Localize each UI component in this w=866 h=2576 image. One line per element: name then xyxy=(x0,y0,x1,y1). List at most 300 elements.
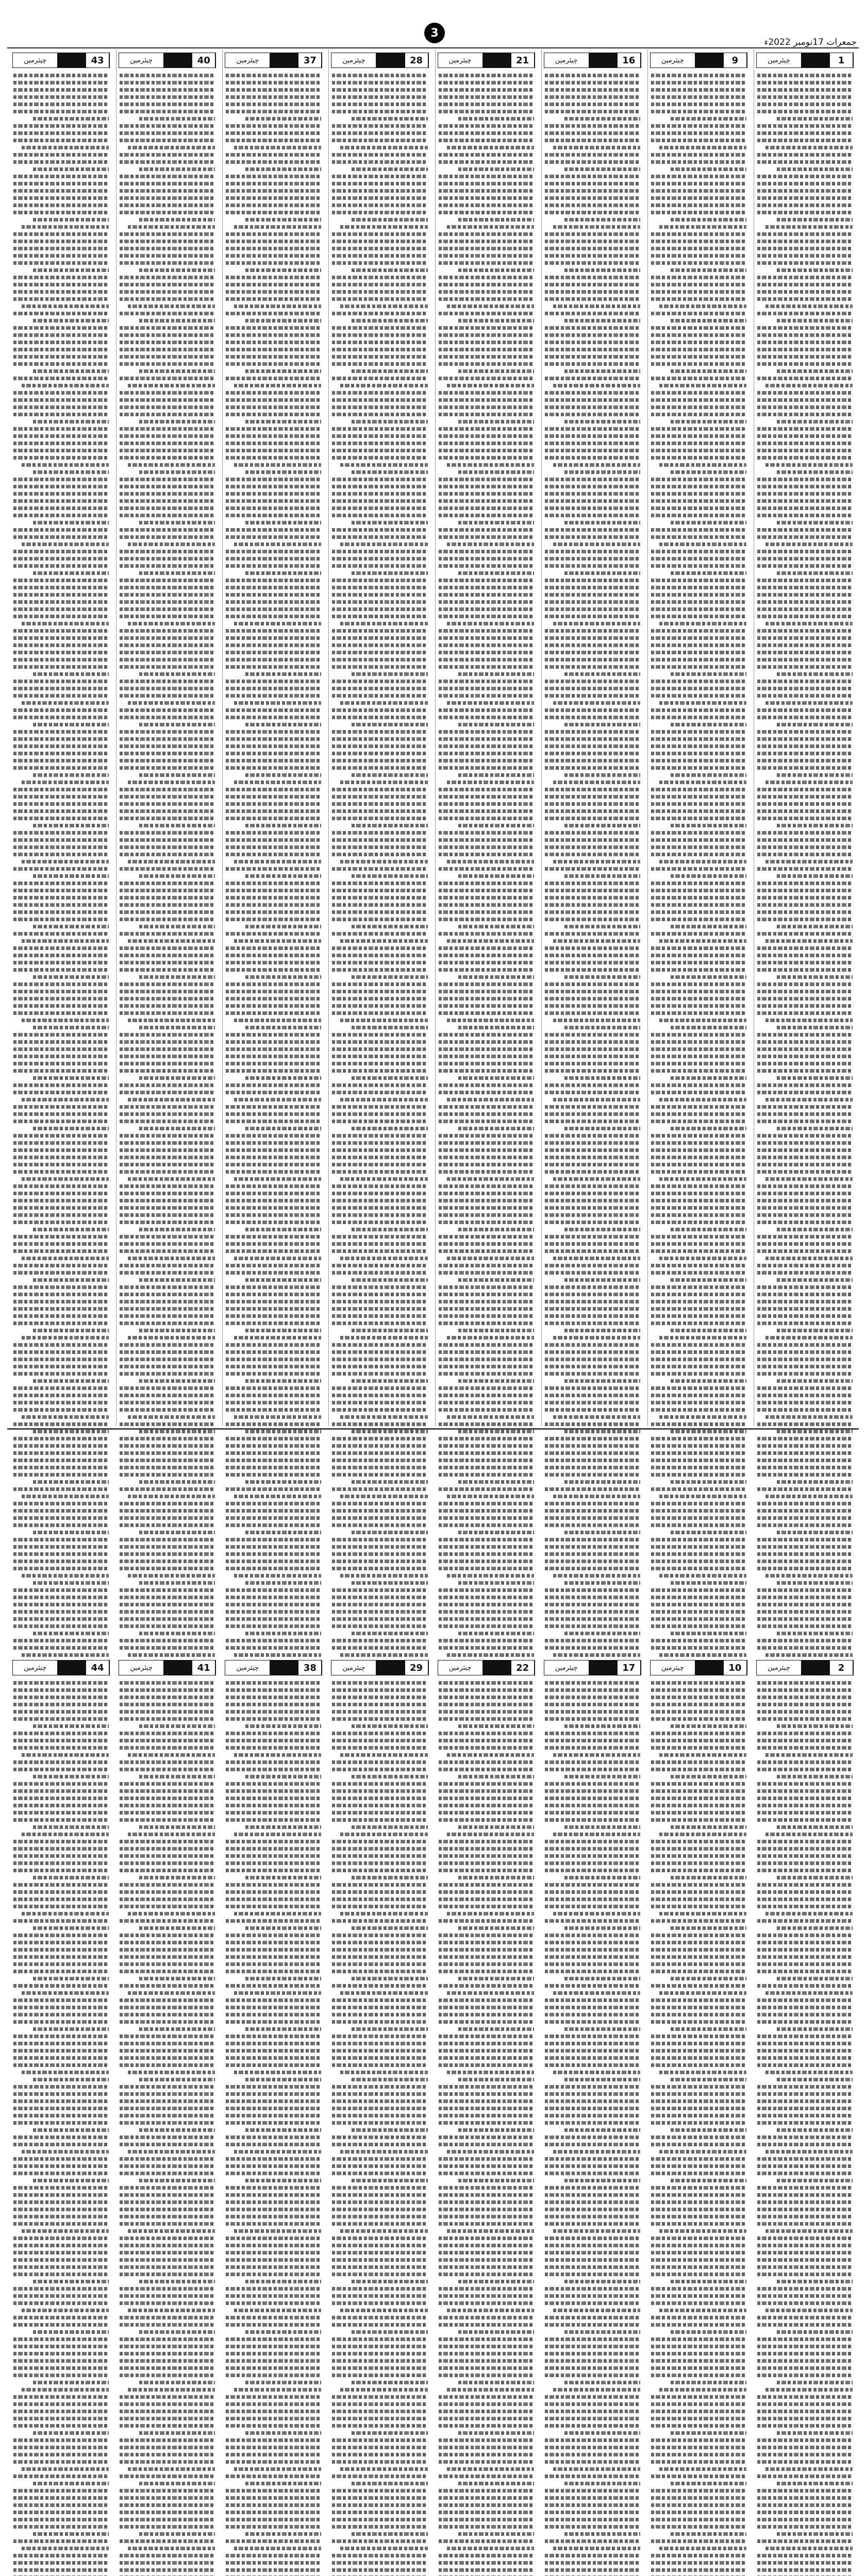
text-line xyxy=(777,773,853,777)
text-line xyxy=(545,918,640,921)
text-line xyxy=(651,1040,746,1044)
text-line xyxy=(757,845,853,849)
text-line xyxy=(545,1861,640,1865)
text-line xyxy=(757,1141,853,1145)
text-line xyxy=(439,2222,534,2226)
text-line xyxy=(757,1811,853,1815)
text-line xyxy=(545,1703,640,1706)
text-line xyxy=(757,579,853,582)
text-line xyxy=(651,88,746,92)
text-line xyxy=(439,1696,534,1699)
text-line xyxy=(553,1415,640,1419)
text-line xyxy=(439,694,534,698)
text-line xyxy=(651,1732,746,1735)
text-line xyxy=(545,1350,640,1354)
text-line xyxy=(757,2222,853,2226)
header-bar xyxy=(589,53,618,67)
text-line xyxy=(651,1739,746,1742)
text-line xyxy=(545,110,640,113)
text-line xyxy=(545,1811,640,1815)
text-line xyxy=(545,961,640,964)
text-line xyxy=(545,607,640,611)
text-line xyxy=(439,1112,534,1116)
text-line xyxy=(651,1394,746,1397)
text-line xyxy=(439,1941,534,1944)
text-line xyxy=(765,304,853,308)
text-line xyxy=(757,586,853,589)
text-line xyxy=(439,636,534,640)
text-line xyxy=(545,636,640,640)
text-line xyxy=(757,2438,853,2442)
text-line xyxy=(671,1632,746,1635)
text-line xyxy=(458,2330,534,2334)
text-line xyxy=(757,485,853,488)
text-line xyxy=(458,2078,534,2081)
text-line xyxy=(458,1724,534,1728)
text-line xyxy=(651,1905,746,1908)
text-line xyxy=(659,463,746,467)
text-line xyxy=(545,2511,640,2514)
text-line xyxy=(757,1134,853,1138)
text-line xyxy=(651,1617,746,1621)
text-line xyxy=(757,1948,853,1952)
text-line xyxy=(651,766,746,770)
text-line xyxy=(757,153,853,157)
text-line xyxy=(757,831,853,835)
text-line xyxy=(671,1581,746,1585)
text-line xyxy=(545,665,640,669)
text-line xyxy=(659,939,746,943)
text-line xyxy=(545,1170,640,1174)
text-line xyxy=(651,1948,746,1952)
text-line xyxy=(651,362,746,366)
text-line xyxy=(439,853,534,856)
text-line xyxy=(757,687,853,690)
text-line xyxy=(545,326,640,330)
text-line xyxy=(659,2547,746,2550)
text-line xyxy=(545,2085,640,2089)
text-line xyxy=(439,1300,534,1303)
text-line xyxy=(545,687,640,690)
text-line xyxy=(757,1782,853,1786)
text-line xyxy=(651,2316,746,2319)
text-line xyxy=(545,1962,640,1966)
notice-body-text xyxy=(438,1677,535,2576)
text-line xyxy=(564,723,640,726)
text-line xyxy=(757,997,853,1001)
text-line xyxy=(651,882,746,885)
text-line xyxy=(671,1430,746,1433)
text-line xyxy=(671,117,746,121)
text-line xyxy=(651,1141,746,1145)
text-line xyxy=(651,795,746,799)
text-line xyxy=(545,550,640,553)
text-line xyxy=(439,485,534,488)
text-line xyxy=(545,1437,640,1440)
text-line xyxy=(439,297,534,301)
text-line xyxy=(545,341,640,344)
text-line xyxy=(545,95,640,99)
text-line xyxy=(765,701,853,705)
text-line xyxy=(439,1221,534,1224)
text-line xyxy=(545,629,640,633)
text-line xyxy=(757,95,853,99)
text-line xyxy=(671,1531,746,1534)
text-line xyxy=(651,982,746,986)
notice-number: 16 xyxy=(618,53,641,67)
text-line xyxy=(651,528,746,532)
text-line xyxy=(545,283,640,286)
text-line xyxy=(757,2337,853,2341)
text-line xyxy=(439,1386,534,1390)
text-line xyxy=(757,629,853,633)
text-line xyxy=(757,1717,853,1721)
text-line xyxy=(777,1379,853,1383)
text-line xyxy=(545,2294,640,2298)
text-line xyxy=(757,1955,853,1959)
text-line xyxy=(545,196,640,200)
text-line xyxy=(439,795,534,799)
text-line xyxy=(651,2222,746,2226)
text-line xyxy=(545,1199,640,1202)
text-line xyxy=(651,737,746,741)
text-line xyxy=(439,882,534,885)
text-line xyxy=(439,1285,534,1289)
text-line xyxy=(439,1610,534,1614)
text-line xyxy=(439,1401,534,1404)
text-line xyxy=(757,2424,853,2428)
text-line xyxy=(757,2323,853,2327)
text-line xyxy=(651,2402,746,2406)
text-line xyxy=(447,463,534,467)
text-line xyxy=(757,377,853,380)
text-line xyxy=(757,449,853,452)
text-line xyxy=(651,124,746,128)
text-line xyxy=(651,1523,746,1527)
text-line xyxy=(545,2193,640,2197)
text-line xyxy=(651,2063,746,2067)
text-line xyxy=(651,254,746,258)
text-line xyxy=(651,189,746,193)
text-line xyxy=(439,398,534,402)
text-line xyxy=(777,319,853,323)
text-line xyxy=(545,1264,640,1267)
text-line xyxy=(651,1213,746,1217)
text-line xyxy=(757,1343,853,1347)
text-line xyxy=(545,651,640,654)
text-line xyxy=(757,103,853,106)
notice-body-text xyxy=(756,1677,854,2576)
text-line xyxy=(564,672,640,676)
text-line xyxy=(757,1466,853,1469)
text-line xyxy=(545,2006,640,2009)
text-line xyxy=(765,225,853,229)
text-line xyxy=(439,139,534,142)
notice-header xyxy=(438,1660,535,1675)
text-line xyxy=(765,2388,853,2392)
text-line xyxy=(545,405,640,409)
text-line xyxy=(439,2251,534,2255)
text-line xyxy=(439,2164,534,2168)
text-line xyxy=(651,607,746,611)
text-line xyxy=(651,1055,746,1058)
text-line xyxy=(545,1710,640,1714)
text-line xyxy=(757,290,853,294)
text-line xyxy=(757,990,853,993)
text-line xyxy=(447,1177,534,1181)
text-line xyxy=(545,2236,640,2240)
text-line xyxy=(458,672,534,676)
text-line xyxy=(671,2482,746,2485)
text-line xyxy=(757,1055,853,1058)
text-line xyxy=(757,434,853,438)
text-line xyxy=(757,1934,853,1937)
text-line xyxy=(757,1112,853,1116)
text-line xyxy=(439,2323,534,2327)
text-line xyxy=(458,420,534,423)
text-line xyxy=(439,1170,534,1174)
text-line xyxy=(439,175,534,178)
text-line xyxy=(651,1890,746,1894)
text-line xyxy=(458,1278,534,1282)
text-line xyxy=(757,1401,853,1404)
text-line xyxy=(564,2179,640,2182)
text-line xyxy=(757,2056,853,2060)
text-line xyxy=(439,456,534,460)
text-line xyxy=(757,211,853,214)
text-line xyxy=(447,1574,534,1578)
text-line xyxy=(545,1739,640,1742)
text-line xyxy=(439,514,534,517)
text-line xyxy=(439,528,534,532)
text-line xyxy=(651,1148,746,1152)
text-line xyxy=(757,946,853,950)
text-line xyxy=(651,2561,746,2565)
text-line xyxy=(651,232,746,236)
text-line xyxy=(659,2309,746,2312)
text-line xyxy=(545,795,640,799)
text-line xyxy=(757,1408,853,1412)
text-line xyxy=(439,1069,534,1073)
text-line xyxy=(777,874,853,878)
text-line xyxy=(545,600,640,604)
text-line xyxy=(651,1004,746,1008)
text-line xyxy=(564,1127,640,1130)
text-line xyxy=(757,1487,853,1491)
text-line xyxy=(439,2301,534,2305)
text-line xyxy=(447,2150,534,2154)
text-line xyxy=(545,290,640,294)
text-line xyxy=(439,1703,534,1706)
text-line xyxy=(545,831,640,835)
text-line xyxy=(651,1473,746,1477)
text-line xyxy=(545,838,640,842)
text-line xyxy=(757,514,853,517)
text-line xyxy=(651,1134,746,1138)
text-line xyxy=(757,1624,853,1628)
text-line xyxy=(553,1019,640,1022)
text-line xyxy=(439,2063,534,2067)
text-line xyxy=(659,1653,746,1657)
text-line xyxy=(564,2330,640,2334)
notice-number: 10 xyxy=(724,1660,747,1675)
text-line xyxy=(439,2042,534,2045)
text-line xyxy=(651,1199,746,1202)
text-line xyxy=(545,1502,640,1505)
text-line xyxy=(757,1840,853,1843)
text-line xyxy=(659,1336,746,1340)
text-line xyxy=(659,2150,746,2154)
text-line xyxy=(757,2359,853,2363)
text-line xyxy=(447,225,534,229)
text-line xyxy=(757,254,853,258)
text-line xyxy=(757,882,853,885)
text-line xyxy=(545,247,640,250)
text-line xyxy=(757,2568,853,2572)
text-line xyxy=(671,1480,746,1484)
text-line xyxy=(564,1329,640,1332)
text-line xyxy=(777,2179,853,2182)
text-line xyxy=(757,2489,853,2493)
column xyxy=(435,49,537,1426)
text-line xyxy=(757,1768,853,1771)
text-line xyxy=(545,1905,640,1908)
text-line xyxy=(545,2143,640,2146)
text-line xyxy=(765,1257,853,1260)
text-line xyxy=(447,2547,534,2550)
text-line xyxy=(757,910,853,914)
text-line xyxy=(757,1523,853,1527)
text-line xyxy=(564,2381,640,2384)
text-line xyxy=(545,124,640,128)
text-line xyxy=(545,1523,640,1527)
text-line xyxy=(651,550,746,553)
text-line xyxy=(651,413,746,416)
text-line xyxy=(458,2431,534,2435)
text-line xyxy=(545,694,640,698)
text-line xyxy=(439,802,534,806)
text-line xyxy=(564,1480,640,1484)
text-line xyxy=(671,1329,746,1332)
text-line xyxy=(765,1019,853,1022)
text-line xyxy=(651,377,746,380)
text-line xyxy=(651,1365,746,1368)
text-line xyxy=(757,182,853,185)
text-line xyxy=(651,1386,746,1390)
text-line xyxy=(777,1430,853,1433)
text-line xyxy=(659,543,746,546)
text-line xyxy=(757,1011,853,1015)
text-line xyxy=(651,2460,746,2464)
text-line xyxy=(439,2539,534,2543)
text-line xyxy=(545,2337,640,2341)
text-line xyxy=(545,997,640,1001)
text-line xyxy=(564,2280,640,2283)
text-line xyxy=(439,788,534,791)
text-line xyxy=(651,2395,746,2399)
text-line xyxy=(757,442,853,445)
text-line xyxy=(757,2092,853,2096)
text-line xyxy=(777,2280,853,2283)
text-line xyxy=(651,1307,746,1311)
text-line xyxy=(439,889,534,892)
text-line xyxy=(757,1818,853,1822)
text-line xyxy=(439,557,534,561)
text-line xyxy=(757,1538,853,1541)
text-line xyxy=(564,1775,640,1778)
text-line xyxy=(757,297,853,301)
text-line xyxy=(651,918,746,921)
text-line xyxy=(757,2186,853,2190)
text-line xyxy=(564,1026,640,1029)
text-line xyxy=(651,2337,746,2341)
text-line xyxy=(757,1610,853,1614)
text-line xyxy=(757,889,853,892)
text-line xyxy=(439,968,534,972)
text-line xyxy=(553,543,640,546)
text-line xyxy=(458,470,534,474)
text-line xyxy=(553,1098,640,1101)
text-line xyxy=(545,1696,640,1699)
text-line xyxy=(651,81,746,84)
text-line xyxy=(458,874,534,878)
text-line xyxy=(439,2236,534,2240)
text-line xyxy=(545,968,640,972)
text-line xyxy=(671,723,746,726)
text-line xyxy=(651,2359,746,2363)
notice-body-text xyxy=(650,1677,747,2576)
text-line xyxy=(671,2431,746,2435)
text-line xyxy=(757,341,853,344)
text-line xyxy=(439,81,534,84)
text-line xyxy=(659,1991,746,1995)
text-line xyxy=(651,730,746,734)
text-line xyxy=(651,297,746,301)
text-line xyxy=(757,2244,853,2247)
text-line xyxy=(757,2402,853,2406)
text-line xyxy=(757,1703,853,1706)
text-line xyxy=(757,348,853,351)
text-line xyxy=(757,2366,853,2370)
text-line xyxy=(651,1033,746,1037)
text-line xyxy=(651,1444,746,1448)
text-line xyxy=(757,1321,853,1325)
text-line xyxy=(439,2511,534,2514)
notice-header xyxy=(438,53,535,68)
text-line xyxy=(651,2200,746,2204)
text-line xyxy=(564,2027,640,2031)
text-line xyxy=(777,571,853,575)
text-line xyxy=(651,2568,746,2572)
text-line xyxy=(545,1473,640,1477)
text-line xyxy=(757,607,853,611)
text-line xyxy=(439,2568,534,2572)
text-line xyxy=(545,478,640,481)
text-line xyxy=(671,1127,746,1130)
text-line xyxy=(447,543,534,546)
text-line xyxy=(651,456,746,460)
text-line xyxy=(757,2236,853,2240)
text-line xyxy=(439,2172,534,2175)
text-line xyxy=(757,838,853,842)
text-line xyxy=(651,1372,746,1376)
text-line xyxy=(651,2244,746,2247)
text-line xyxy=(439,680,534,683)
text-line xyxy=(757,1746,853,1750)
text-line xyxy=(757,1646,853,1650)
text-line xyxy=(439,564,534,568)
text-line xyxy=(545,232,640,236)
